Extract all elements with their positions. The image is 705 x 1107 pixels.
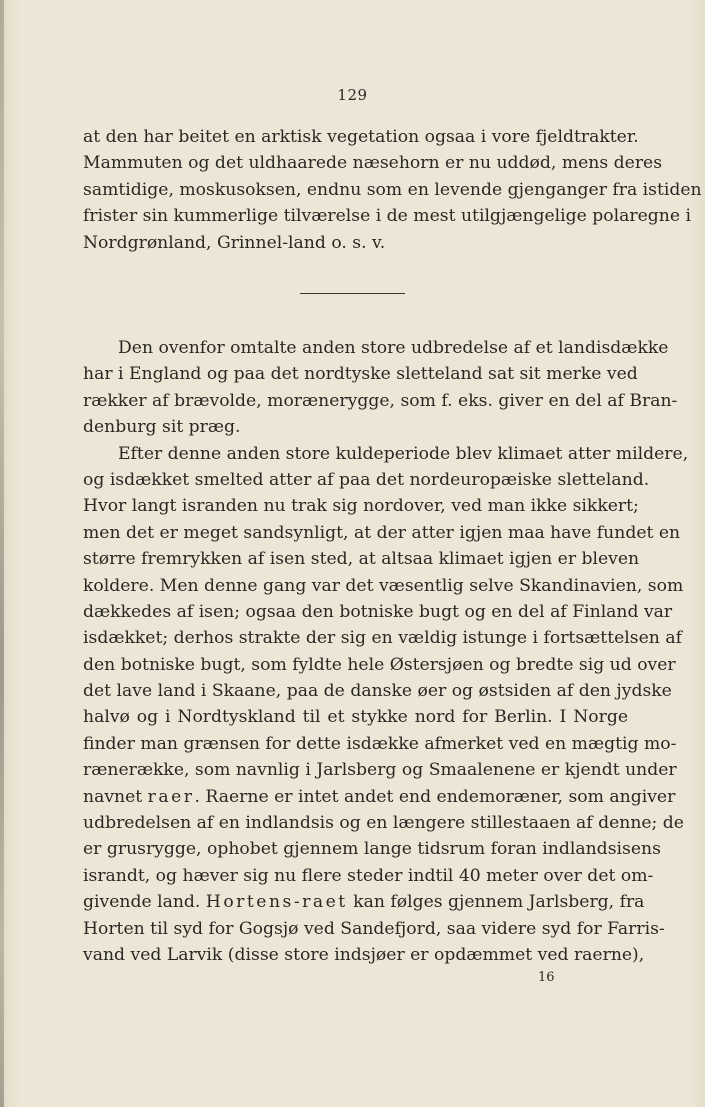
text-line: isdækket; derhos strakte der sig en vældig istunge i fortsættelsen af <box>83 628 682 649</box>
paragraph-continuation <box>83 124 702 256</box>
text-line: Efter denne anden store kuldeperiode blev klimaet atter mildere, <box>118 443 689 464</box>
text-line <box>83 784 676 810</box>
text-line: dækkedes af isen; ogsaa den botniske bugt og en del af Finland var <box>83 601 673 622</box>
text-line: denburg sit præg. <box>83 417 241 438</box>
text-line: finder man grænsen for dette isdække afmerket ved en mægtig mo- <box>83 733 677 754</box>
text-line: større fremrykken af isen sted, at altsaa klimaet igjen er bleven <box>83 549 640 570</box>
spaced-term: raer <box>147 786 195 807</box>
text-line: har i England og paa det nordtyske sletteland sat sit merke ved <box>83 364 638 385</box>
text-fragment: kan følges gjennem Jarlsberg, fra <box>347 892 645 913</box>
text-line: og isdækket smelted atter af paa det nordeuropæiske sletteland. <box>83 469 650 490</box>
text-line: er grusrygge, ophobet gjennem lange tidsrum foran indlandsisens <box>83 839 661 860</box>
printer-signature-mark: 16 <box>538 970 555 985</box>
text-line: frister sin kummerlige tilværelse i de mest utilgjængelige polaregne i <box>83 206 691 227</box>
text-line: rænerække, som navnlig i Jarlsberg og Smaalenene er kjendt under <box>83 760 677 781</box>
text-line: halvø og i Nordtyskland til et stykke nord for Berlin. I Norge <box>83 707 628 728</box>
text-line: den botniske bugt, som fyldte hele Østersjøen og bredte sig ud over <box>83 654 676 675</box>
text-line: vand ved Larvik (disse store indsjøer er opdæmmet ved raerne), <box>83 944 645 965</box>
spaced-term: Hortens-raet <box>205 892 348 913</box>
text-line: Hvor langt isranden nu trak sig nordover, ved man ikke sikkert; <box>83 496 639 517</box>
text-line: Nordgrønland, Grinnel-land o. s. v. <box>83 232 386 253</box>
text-line: udbredelsen af en indlandsis og en længere stillestaaen af denne; de <box>83 813 684 834</box>
page-binding-edge <box>0 0 4 1107</box>
text-line: israndt, og hæver sig nu flere steder indtil 40 meter over det om- <box>83 865 654 886</box>
text-line <box>83 889 645 915</box>
paragraph-body <box>83 335 689 968</box>
text-line: rækker af brævolde, morænerygge, som f. eks. giver en del af Bran- <box>83 390 678 411</box>
text-fragment: givende land. <box>83 892 206 913</box>
text-line: at den har beitet en arktisk vegetation ogsaa i vore fjeldtrakter. <box>83 127 639 147</box>
text-fragment: . Raerne er intet andet end endemoræner, som angiver <box>194 786 676 807</box>
section-separator <box>300 293 405 294</box>
text-line: Horten til syd for Gogsjø ved Sandefjord, saa videre syd for Farris- <box>83 918 665 939</box>
page-number: 129 <box>337 86 368 104</box>
text-line: men det er meget sandsynligt, at der atter igjen maa have fundet en <box>83 522 681 543</box>
text-line: koldere. Men denne gang var det væsentlig selve Skandinavien, som <box>83 575 684 596</box>
text-fragment: navnet <box>83 786 148 807</box>
text-line: Mammuten og det uldhaarede næsehorn er nu uddød, mens deres <box>83 153 663 174</box>
text-line: samtidige, moskusoksen, endnu som en levende gjenganger fra istiden <box>83 179 702 200</box>
text-line: det lave land i Skaane, paa de danske øer og østsiden af den jydske <box>83 681 672 702</box>
text-line: Den ovenfor omtalte anden store udbredelse af et landisdække <box>118 338 669 358</box>
